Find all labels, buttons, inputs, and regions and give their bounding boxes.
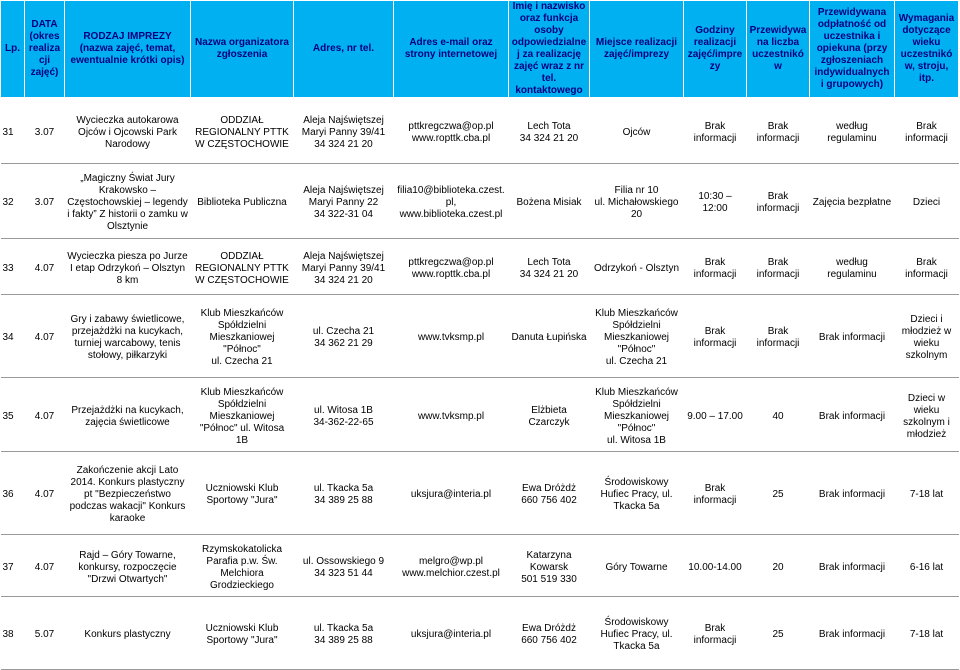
cell-date: 4.07: [25, 300, 65, 378]
header-organizer: Nazwa organizatora zgłoszenia: [191, 1, 294, 98]
cell-address: ul. Czecha 21 34 362 21 29: [294, 300, 394, 378]
cell-hours: 9.00 – 17.00: [684, 383, 747, 451]
cell-count: 20: [747, 540, 810, 596]
cell-place: Klub Mieszkańców Spółdzielni Mieszkaniowej "Północ" ul. Witosa 1B: [590, 383, 684, 451]
cell-address: Aleja Najświętszej Maryi Panny 22 34 322-31 04: [294, 169, 394, 239]
cell-email: [394, 244, 509, 294]
cell-lp: 31: [1, 103, 25, 163]
cell-org: ODDZIAŁ REGIONALNY PTTK W CZĘSTOCHOWIE: [191, 244, 294, 294]
cell-hours: Brak informacji: [684, 103, 747, 163]
cell-event: Rajd – Góry Towarne, konkursy, rozpoczęcie "Drzwi Otwartych": [65, 540, 191, 596]
cell-hours: Brak informacji: [684, 244, 747, 294]
cell-org: Uczniowski Klub Sportowy "Jura": [191, 457, 294, 535]
email-link[interactable]: filia10@biblioteka.czest.pl,: [397, 185, 505, 209]
cell-email: [394, 540, 509, 596]
website-link[interactable]: www.melchior.czest.pl: [402, 567, 500, 579]
cell-lp: 32: [1, 169, 25, 239]
cell-req: Brak informacji: [895, 244, 959, 294]
cell-fee: Brak informacji: [810, 383, 895, 451]
cell-place: Odrzykoń - Olsztyn: [590, 244, 684, 294]
cell-address: ul. Ossowskiego 9 34 323 51 44: [294, 540, 394, 596]
cell-org: Uczniowski Klub Sportowy "Jura": [191, 602, 294, 670]
table-row: [1, 383, 959, 451]
header-email: Adres e-mail oraz strony internetowej: [394, 1, 509, 98]
cell-fee: Brak informacji: [810, 540, 895, 596]
cell-place: Środowiskowy Hufiec Pracy, ul. Tkacka 5a: [590, 602, 684, 670]
cell-lp: 36: [1, 457, 25, 535]
table-row: [1, 540, 959, 596]
cell-lp: 35: [1, 383, 25, 451]
cell-fee: Zajęcia bezpłatne: [810, 169, 895, 239]
cell-count: Brak informacji: [747, 300, 810, 378]
cell-lp: 37: [1, 540, 25, 596]
cell-event: Gry i zabawy świetlicowe, przejażdżki na kucykach, turniej warcabowy, tenis stołowy, piłkarzyki: [65, 300, 191, 378]
cell-org: Rzymskokatolicka Parafia p.w. Św. Melchiora Grodzieckiego: [191, 540, 294, 596]
cell-fee: według regulaminu: [810, 103, 895, 163]
cell-fee: Brak informacji: [810, 602, 895, 670]
website-link[interactable]: www.ropttk.cba.pl: [411, 132, 491, 144]
cell-count: Brak informacji: [747, 244, 810, 294]
table-row: [1, 103, 959, 163]
cell-place: Góry Towarne: [590, 540, 684, 596]
cell-req: Dzieci w wieku szkolnym i młodzież: [895, 383, 959, 451]
cell-email: [394, 383, 509, 451]
cell-address: Aleja Najświętszej Maryi Panny 39/41 34 324 21 20: [294, 244, 394, 294]
cell-hours: 10.00-14.00: [684, 540, 747, 596]
cell-hours: Brak informacji: [684, 300, 747, 378]
cell-fee: Brak informacji: [810, 300, 895, 378]
header-lp: Lp.: [1, 1, 25, 98]
header-event-type: RODZAJ IMPREZY (nazwa zajęć, temat, ewentualnie krótki opis): [65, 1, 191, 98]
cell-person: Lech Tota 34 324 21 20: [509, 103, 590, 163]
cell-fee: według regulaminu: [810, 244, 895, 294]
table-row: [1, 457, 959, 535]
table-body: [1, 98, 959, 670]
cell-place: Ojców: [590, 103, 684, 163]
cell-event: Przejażdżki na kucykach, zajęcia świetlicowe: [65, 383, 191, 451]
cell-address: Aleja Najświętszej Maryi Panny 39/41 34 324 21 20: [294, 103, 394, 163]
email-link[interactable]: melgro@wp.pl: [418, 555, 484, 567]
cell-req: 7-18 lat: [895, 602, 959, 670]
cell-hours: Brak informacji: [684, 602, 747, 670]
cell-place: Klub Mieszkańców Spółdzielni Mieszkaniowej "Północ" ul. Czecha 21: [590, 300, 684, 378]
cell-email: [394, 457, 509, 535]
cell-person: Elżbieta Czarczyk: [509, 383, 590, 451]
cell-person: Ewa Dróżdż 660 756 402: [509, 457, 590, 535]
cell-event: Zakończenie akcji Lato 2014. Konkurs plastyczny pt "Bezpieczeństwo podczas wakacji" Konkurs karaoke: [65, 457, 191, 535]
cell-req: Dzieci: [895, 169, 959, 239]
cell-org: Klub Mieszkańców Spółdzielni Mieszkaniowej "Północ" ul. Witosa 1B: [191, 383, 294, 451]
cell-date: 4.07: [25, 540, 65, 596]
email-link[interactable]: www.tvksmp.pl: [417, 410, 485, 422]
cell-count: 25: [747, 457, 810, 535]
cell-count: 25: [747, 602, 810, 670]
cell-count: Brak informacji: [747, 169, 810, 239]
cell-lp: 34: [1, 300, 25, 378]
cell-req: 6-16 lat: [895, 540, 959, 596]
cell-event: Konkurs plastyczny: [65, 602, 191, 670]
cell-person: Lech Tota 34 324 21 20: [509, 244, 590, 294]
cell-lp: 38: [1, 602, 25, 670]
table-row: [1, 169, 959, 239]
cell-org: Klub Mieszkańców Spółdzielni Mieszkaniowej "Północ" ul. Czecha 21: [191, 300, 294, 378]
cell-req: Dzieci i młodzież w wieku szkolnym: [895, 300, 959, 378]
cell-address: ul. Tkacka 5a 34 389 25 88: [294, 457, 394, 535]
email-link[interactable]: www.tvksmp.pl: [417, 332, 485, 344]
email-link[interactable]: pttkregczwa@op.pl: [408, 120, 494, 132]
cell-event: Wycieczka piesza po Jurze I etap Odrzykoń – Olsztyn 8 km: [65, 244, 191, 294]
table-row: [1, 244, 959, 294]
header-participants: Przewidywana liczba uczestników: [747, 1, 810, 98]
cell-date: 4.07: [25, 244, 65, 294]
cell-count: 40: [747, 383, 810, 451]
cell-person: Bożena Misiak: [509, 169, 590, 239]
cell-email: [394, 300, 509, 378]
email-link[interactable]: pttkregczwa@op.pl: [408, 256, 494, 268]
cell-date: 4.07: [25, 457, 65, 535]
cell-date: 5.07: [25, 602, 65, 670]
cell-email: [394, 103, 509, 163]
cell-count: Brak informacji: [747, 103, 810, 163]
header-fee: Przewidywana odpłatność od uczestnika i opiekuna (przy zgłoszeniach indywidualnych i grupowych): [810, 1, 895, 98]
table-row: [1, 602, 959, 670]
website-link[interactable]: www.ropttk.cba.pl: [411, 268, 491, 280]
cell-org: ODDZIAŁ REGIONALNY PTTK W CZĘSTOCHOWIE: [191, 103, 294, 163]
cell-address: ul. Witosa 1B 34-362-22-65: [294, 383, 394, 451]
cell-place: Filia nr 10 ul. Michałowskiego 20: [590, 169, 684, 239]
email-link[interactable]: uksjura@interia.pl: [410, 489, 492, 501]
cell-place: Środowiskowy Hufiec Pracy, ul. Tkacka 5a: [590, 457, 684, 535]
table-row: [1, 300, 959, 378]
email-link[interactable]: uksjura@interia.pl: [410, 629, 492, 641]
header-contact-person: Imię i nazwisko oraz funkcja osoby odpowiedzialnej za realizację zajęć wraz z nr tel. kontaktowego: [509, 1, 590, 98]
cell-email: [394, 602, 509, 670]
cell-date: 4.07: [25, 383, 65, 451]
header-place: Miejsce realizacji zajęć/imprezy: [590, 1, 684, 98]
header-address: Adres, nr tel.: [294, 1, 394, 98]
cell-lp: 33: [1, 244, 25, 294]
header-date: DATA (okres realizacji zajęć): [25, 1, 65, 98]
cell-date: 3.07: [25, 103, 65, 163]
cell-event: Wycieczka autokarowa Ojców i Ojcowski Park Narodowy: [65, 103, 191, 163]
cell-person: Danuta Łupińska: [509, 300, 590, 378]
cell-fee: Brak informacji: [810, 457, 895, 535]
header-requirements: Wymagania dotyczące wieku uczestników, stroju, itp.: [895, 1, 959, 98]
website-link[interactable]: www.biblioteka.czest.pl: [399, 209, 503, 221]
header-hours: Godziny realizacji zajęć/imprezy: [684, 1, 747, 98]
header-row: [1, 1, 959, 98]
cell-req: 7-18 lat: [895, 457, 959, 535]
cell-org: Biblioteka Publiczna: [191, 169, 294, 239]
cell-date: 3.07: [25, 169, 65, 239]
cell-hours: 10:30 – 12:00: [684, 169, 747, 239]
cell-email: [394, 169, 509, 239]
cell-address: ul. Tkacka 5a 34 389 25 88: [294, 602, 394, 670]
cell-person: Ewa Dróżdż 660 756 402: [509, 602, 590, 670]
cell-event: „Magiczny Świat Jury Krakowsko – Częstochowskiej – legendy i fakty” Z historii o zamku w Olsztynie: [65, 169, 191, 239]
cell-req: Brak informacji: [895, 103, 959, 163]
cell-hours: Brak informacji: [684, 457, 747, 535]
cell-person: Katarzyna Kowarsk 501 519 330: [509, 540, 590, 596]
